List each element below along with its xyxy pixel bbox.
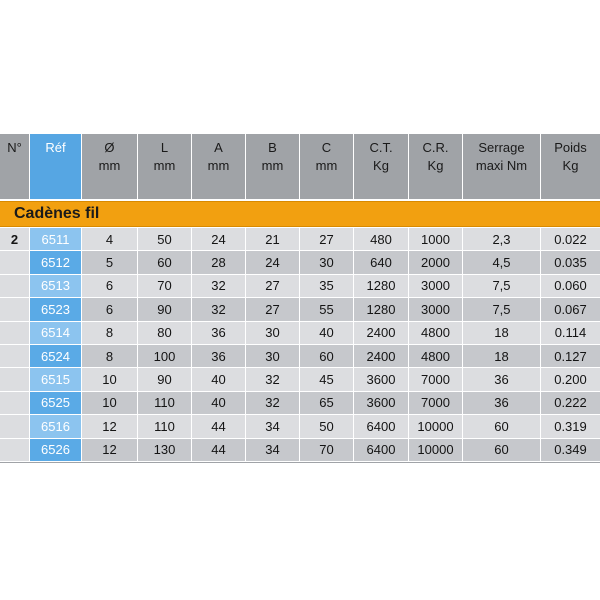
cell-serrage: 7,5 — [463, 275, 541, 298]
cell-ct: 6400 — [354, 439, 409, 462]
table-row — [0, 298, 600, 321]
cell-l: 100 — [138, 345, 192, 368]
header-serrage: Serrage maxi Nm — [463, 134, 541, 199]
cell-c: 65 — [300, 392, 354, 415]
cell-cr: 2000 — [409, 251, 463, 274]
cell-serrage: 7,5 — [463, 298, 541, 321]
cell-no — [0, 439, 30, 462]
cell-cr: 3000 — [409, 298, 463, 321]
cell-ref: 6523 — [30, 298, 82, 321]
cell-no — [0, 322, 30, 345]
cell-serrage: 60 — [463, 439, 541, 462]
cell-ct: 480 — [354, 228, 409, 251]
cell-diameter: 10 — [82, 392, 138, 415]
cell-c: 60 — [300, 345, 354, 368]
cell-a: 40 — [192, 368, 246, 391]
cell-ct: 6400 — [354, 415, 409, 438]
cell-poids: 0.114 — [541, 322, 600, 345]
cell-diameter: 6 — [82, 275, 138, 298]
cell-l: 130 — [138, 439, 192, 462]
cell-serrage: 2,3 — [463, 228, 541, 251]
cell-no — [0, 251, 30, 274]
cell-ref: 6514 — [30, 322, 82, 345]
cell-ref: 6513 — [30, 275, 82, 298]
cell-b: 27 — [246, 298, 300, 321]
cell-l: 60 — [138, 251, 192, 274]
header-l: L mm — [138, 134, 192, 199]
cell-c: 40 — [300, 322, 354, 345]
cell-b: 32 — [246, 368, 300, 391]
cell-poids: 0.022 — [541, 228, 600, 251]
header-a: A mm — [192, 134, 246, 199]
cell-no — [0, 298, 30, 321]
cell-l: 90 — [138, 368, 192, 391]
cell-a: 44 — [192, 439, 246, 462]
cell-ct: 1280 — [354, 298, 409, 321]
cell-poids: 0.067 — [541, 298, 600, 321]
cell-no — [0, 415, 30, 438]
header-cr: C.R. Kg — [409, 134, 463, 199]
table-row — [0, 345, 600, 368]
cell-l: 110 — [138, 392, 192, 415]
cell-poids: 0.127 — [541, 345, 600, 368]
cell-diameter: 8 — [82, 345, 138, 368]
cell-poids: 0.060 — [541, 275, 600, 298]
table-row — [0, 415, 600, 438]
cell-b: 34 — [246, 439, 300, 462]
cell-ref: 6512 — [30, 251, 82, 274]
cell-b: 32 — [246, 392, 300, 415]
cell-diameter: 12 — [82, 439, 138, 462]
cell-no — [0, 368, 30, 391]
cell-b: 27 — [246, 275, 300, 298]
cell-c: 30 — [300, 251, 354, 274]
table-row — [0, 275, 600, 298]
cell-l: 110 — [138, 415, 192, 438]
table-body — [0, 228, 600, 462]
cell-poids: 0.349 — [541, 439, 600, 462]
cell-a: 36 — [192, 322, 246, 345]
cell-diameter: 10 — [82, 368, 138, 391]
cell-a: 40 — [192, 392, 246, 415]
cell-cr: 3000 — [409, 275, 463, 298]
cell-l: 50 — [138, 228, 192, 251]
cell-serrage: 18 — [463, 322, 541, 345]
cell-no — [0, 275, 30, 298]
cell-serrage: 18 — [463, 345, 541, 368]
table-row — [0, 322, 600, 345]
header-poids: Poids Kg — [554, 140, 587, 173]
cell-c: 70 — [300, 439, 354, 462]
cell-a: 44 — [192, 415, 246, 438]
cell-diameter: 5 — [82, 251, 138, 274]
cell-cr: 4800 — [409, 322, 463, 345]
cell-no — [0, 392, 30, 415]
cell-c: 55 — [300, 298, 354, 321]
cell-a: 32 — [192, 275, 246, 298]
cell-ref: 6515 — [30, 368, 82, 391]
header-no: N° — [0, 134, 30, 199]
table-row — [0, 439, 600, 462]
cell-no — [0, 345, 30, 368]
table-header — [0, 134, 600, 199]
table-row — [0, 228, 600, 251]
section-title: Cadènes fil — [14, 205, 100, 222]
cell-a: 32 — [192, 298, 246, 321]
table-row — [0, 392, 600, 415]
header-ref: Réf — [30, 134, 82, 199]
cell-poids: 0.319 — [541, 415, 600, 438]
cell-cr: 4800 — [409, 345, 463, 368]
cell-diameter: 12 — [82, 415, 138, 438]
header-b: B mm — [246, 134, 300, 199]
spec-table — [0, 134, 600, 463]
cell-l: 70 — [138, 275, 192, 298]
cell-a: 24 — [192, 228, 246, 251]
cell-diameter: 6 — [82, 298, 138, 321]
cell-ct: 2400 — [354, 322, 409, 345]
table-bottom-border — [0, 462, 600, 463]
cell-ref: 6524 — [30, 345, 82, 368]
cell-c: 27 — [300, 228, 354, 251]
cell-poids: 0.200 — [541, 368, 600, 391]
cell-serrage: 36 — [463, 368, 541, 391]
cell-ref: 6511 — [30, 228, 82, 251]
cell-c: 50 — [300, 415, 354, 438]
table-row — [0, 251, 600, 274]
cell-ct: 2400 — [354, 345, 409, 368]
cell-ref: 6525 — [30, 392, 82, 415]
table-row — [0, 368, 600, 391]
header-c: C mm — [300, 134, 354, 199]
cell-serrage: 36 — [463, 392, 541, 415]
cell-b: 30 — [246, 345, 300, 368]
cell-poids: 0.035 — [541, 251, 600, 274]
cell-l: 80 — [138, 322, 192, 345]
cell-b: 34 — [246, 415, 300, 438]
cell-ct: 3600 — [354, 368, 409, 391]
cell-cr: 10000 — [409, 439, 463, 462]
cell-ct: 1280 — [354, 275, 409, 298]
cell-c: 35 — [300, 275, 354, 298]
cell-poids: 0.222 — [541, 392, 600, 415]
cell-l: 90 — [138, 298, 192, 321]
cell-cr: 1000 — [409, 228, 463, 251]
cell-b: 24 — [246, 251, 300, 274]
cell-diameter: 4 — [82, 228, 138, 251]
cell-cr: 10000 — [409, 415, 463, 438]
header-ct: C.T. Kg — [354, 134, 409, 199]
cell-b: 30 — [246, 322, 300, 345]
cell-b: 21 — [246, 228, 300, 251]
cell-ct: 640 — [354, 251, 409, 274]
cell-diameter: 8 — [82, 322, 138, 345]
header-diameter: Ø mm — [82, 134, 138, 199]
cell-ref: 6516 — [30, 415, 82, 438]
cell-serrage: 4,5 — [463, 251, 541, 274]
cell-a: 28 — [192, 251, 246, 274]
cell-ct: 3600 — [354, 392, 409, 415]
cell-a: 36 — [192, 345, 246, 368]
cell-ref: 6526 — [30, 439, 82, 462]
cell-cr: 7000 — [409, 368, 463, 391]
cell-no: 2 — [0, 228, 30, 251]
cell-cr: 7000 — [409, 392, 463, 415]
cell-serrage: 60 — [463, 415, 541, 438]
section-header — [0, 201, 600, 227]
cell-c: 45 — [300, 368, 354, 391]
